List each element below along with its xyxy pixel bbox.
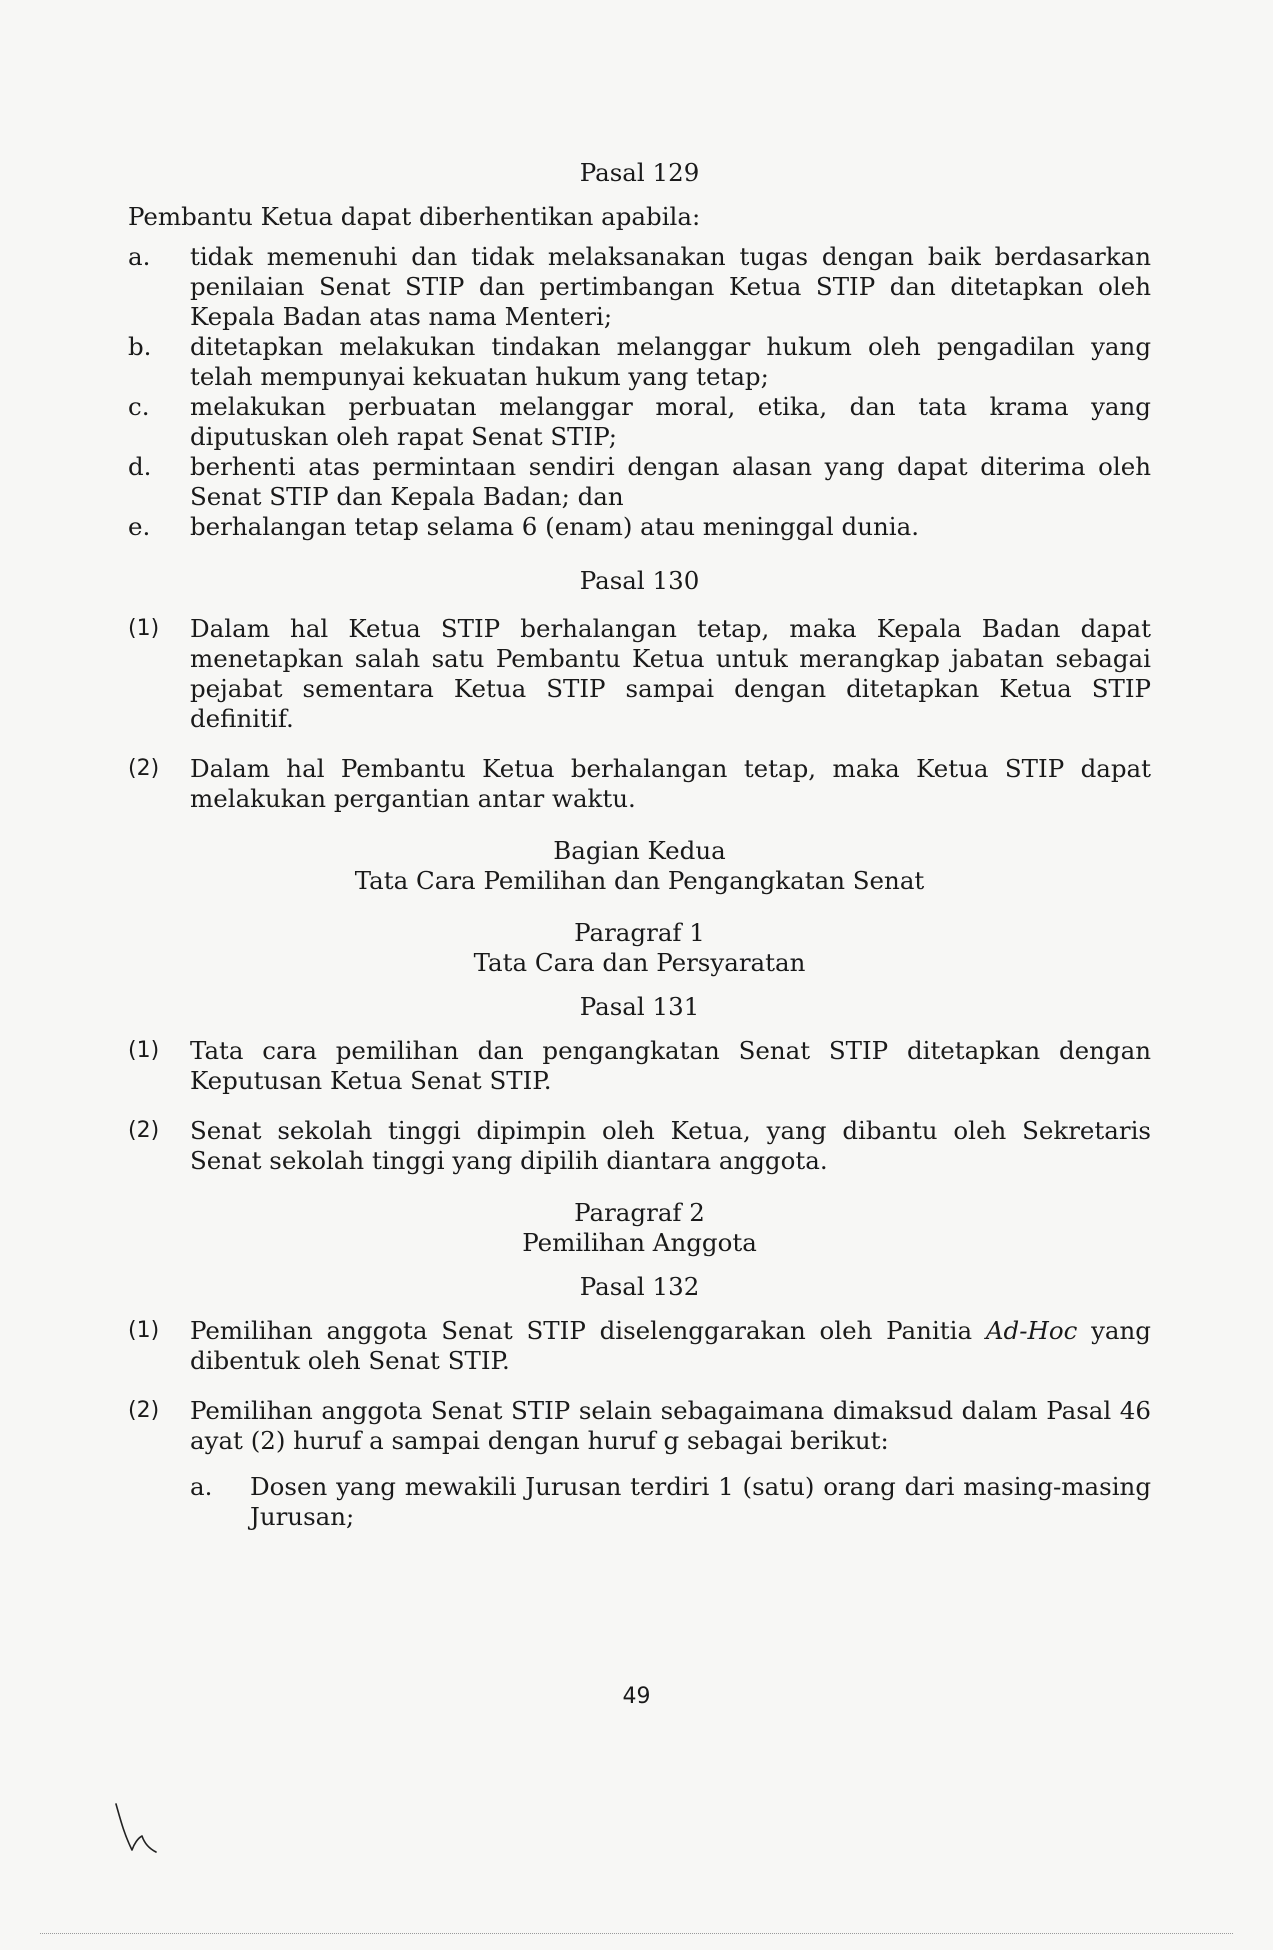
numbered-item: [128, 754, 1151, 814]
pasal-131-heading: Pasal 131: [579, 992, 700, 1021]
pasal-129-heading: Pasal 129: [579, 158, 700, 187]
list-item: [128, 452, 1151, 512]
item-number: (2): [128, 756, 160, 781]
pasal-129-intro: Pembantu Ketua dapat diberhentikan apabila:: [128, 202, 701, 231]
list-marker: d.: [128, 452, 152, 481]
list-text: tidak memenuhi dan tidak melaksanakan tugas dengan baik berdasarkan penilaian Senat STIP dan pertimbangan Ketua STIP dan ditetapkan oleh Kepala Badan atas nama Menteri;: [190, 242, 1151, 331]
item-text: Dalam hal Ketua STIP berhalangan tetap, maka Kepala Badan dapat menetapkan salah satu Pembantu Ketua untuk merangkap jabatan sebagai pejabat sementara Ketua STIP sampai dengan ditetapkan Ketua STIP definitif.: [190, 614, 1151, 733]
sub-list-marker: a.: [190, 1472, 213, 1501]
item-number: (1): [128, 616, 160, 641]
item-text-part: Pemilihan anggota Senat STIP diselenggarakan oleh Panitia: [190, 1316, 986, 1345]
item-text: Tata cara pemilihan dan pengangkatan Senat STIP ditetapkan dengan Keputusan Ketua Senat STIP.: [190, 1036, 1151, 1095]
numbered-item: [128, 1036, 1151, 1096]
item-number: (1): [128, 1038, 160, 1063]
scan-edge-line: [40, 1933, 1233, 1934]
list-text: berhalangan tetap selama 6 (enam) atau meninggal dunia.: [190, 512, 919, 541]
pasal-129-list: [128, 242, 1151, 542]
item-number: (2): [128, 1118, 160, 1143]
item-text: [190, 1316, 1151, 1376]
item-text-part: yang dibentuk oleh Senat STIP.: [190, 1316, 1151, 1375]
list-marker: b.: [128, 332, 152, 361]
paragraf-1-subtitle: Tata Cara dan Persyaratan: [473, 948, 806, 977]
numbered-item: [128, 614, 1151, 734]
list-item: [128, 332, 1151, 392]
paragraf-2-subtitle: Pemilihan Anggota: [522, 1228, 757, 1257]
list-item: [128, 242, 1151, 332]
page-number: 49: [622, 1684, 651, 1709]
list-text: melakukan perbuatan melanggar moral, etika, dan tata krama yang diputuskan oleh rapat Senat STIP;: [190, 392, 1151, 451]
paragraf-1-heading: Paragraf 1: [574, 918, 705, 947]
italic-term: Ad-Hoc: [985, 1316, 1078, 1345]
numbered-item: [128, 1116, 1151, 1176]
list-item: [128, 392, 1151, 452]
item-number: (2): [128, 1398, 160, 1423]
item-text: Dalam hal Pembantu Ketua berhalangan tetap, maka Ketua STIP dapat melakukan pergantian antar waktu.: [190, 754, 1151, 813]
list-marker: e.: [128, 512, 151, 541]
bagian-heading: Bagian Kedua: [553, 836, 726, 865]
item-text: Pemilihan anggota Senat STIP selain sebagaimana dimaksud dalam Pasal 46 ayat (2) huruf a sampai dengan huruf g sebagai berikut:: [190, 1396, 1151, 1455]
sub-list-text: Dosen yang mewakili Jurusan terdiri 1 (satu) orang dari masing-masing Jurusan;: [250, 1472, 1151, 1531]
numbered-item: [128, 1396, 1151, 1456]
document-body: [128, 158, 1151, 1532]
handwritten-initial: [110, 1800, 170, 1860]
pasal-132-heading: Pasal 132: [579, 1272, 700, 1301]
bagian-subtitle: Tata Cara Pemilihan dan Pengangkatan Senat: [354, 866, 925, 895]
list-text: berhenti atas permintaan sendiri dengan alasan yang dapat diterima oleh Senat STIP dan Kepala Badan; dan: [190, 452, 1151, 511]
numbered-item: [128, 1316, 1151, 1376]
list-text: ditetapkan melakukan tindakan melanggar hukum oleh pengadilan yang telah mempunyai kekuatan hukum yang tetap;: [190, 332, 1151, 391]
item-text: Senat sekolah tinggi dipimpin oleh Ketua, yang dibantu oleh Sekretaris Senat sekolah tinggi yang dipilih diantara anggota.: [190, 1116, 1151, 1175]
sub-list-item: [190, 1472, 1151, 1532]
list-item: [128, 512, 1151, 542]
pasal-130-heading: Pasal 130: [579, 566, 700, 595]
paragraf-2-heading: Paragraf 2: [574, 1198, 705, 1227]
list-marker: a.: [128, 242, 151, 271]
item-number: (1): [128, 1318, 160, 1343]
list-marker: c.: [128, 392, 150, 421]
